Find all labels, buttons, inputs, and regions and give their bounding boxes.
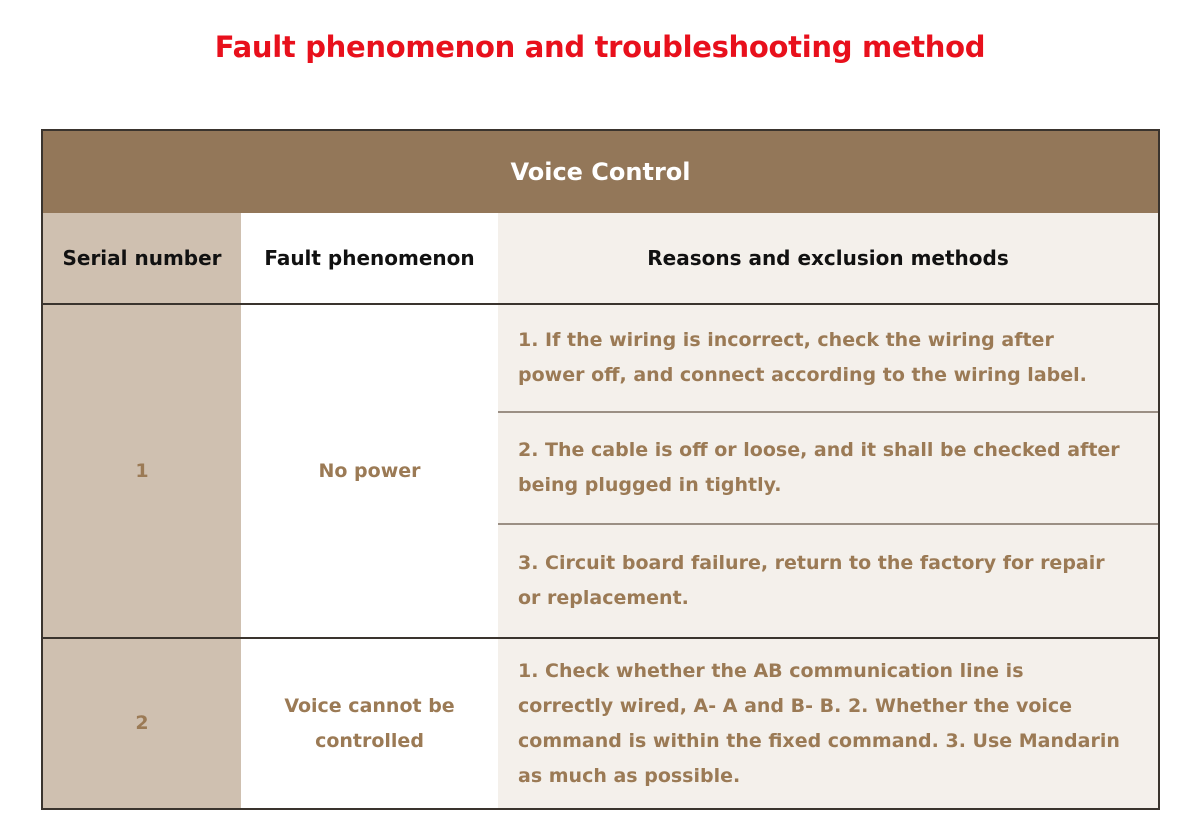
row-1-fault [241,305,498,639]
row-1-reason-1-text: 1. If the wiring is incorrect, check the wiring after power off, and connect according to the wiring label. [518,329,1087,386]
fault-table [41,129,1160,810]
row-2-reason-1-text: 1. Check whether the AB communication line is correctly wired, A- A and B- B. 2. Whether the voice command is within the fixed command. 3. Use Mandarin as much as possible. [518,659,1120,787]
row-2-fault [241,639,498,808]
header-fault-phenomenon-label: Fault phenomenon [264,246,475,270]
row-2-serial-value: 2 [135,712,149,734]
page-title: Fault phenomenon and troubleshooting method [214,30,986,64]
row-1-reason-3 [498,525,1158,639]
row-2-serial [43,639,241,808]
row-1-reason-1 [498,305,1158,413]
row-1-fault-value: No power [318,459,421,482]
row-1-reason-2-text: 2. The cable is off or loose, and it shall be checked after being plugged in tightly. [518,439,1120,496]
row-1-serial [43,305,241,639]
header-reasons-label: Reasons and exclusion methods [647,246,1009,270]
header-serial-number-label: Serial number [62,246,222,270]
header-reasons [498,213,1158,305]
row-1-serial-value: 1 [135,459,149,482]
table-banner: Voice Control [43,131,1158,215]
header-fault-phenomenon [241,213,498,305]
header-serial-number [43,213,241,305]
row-1-reason-3-text: 3. Circuit board failure, return to the factory for repair or replacement. [518,552,1105,609]
row-2-reason-1 [498,639,1158,808]
row-2-fault-value: Voice cannot be controlled [284,694,455,752]
row-1-reason-2 [498,413,1158,525]
